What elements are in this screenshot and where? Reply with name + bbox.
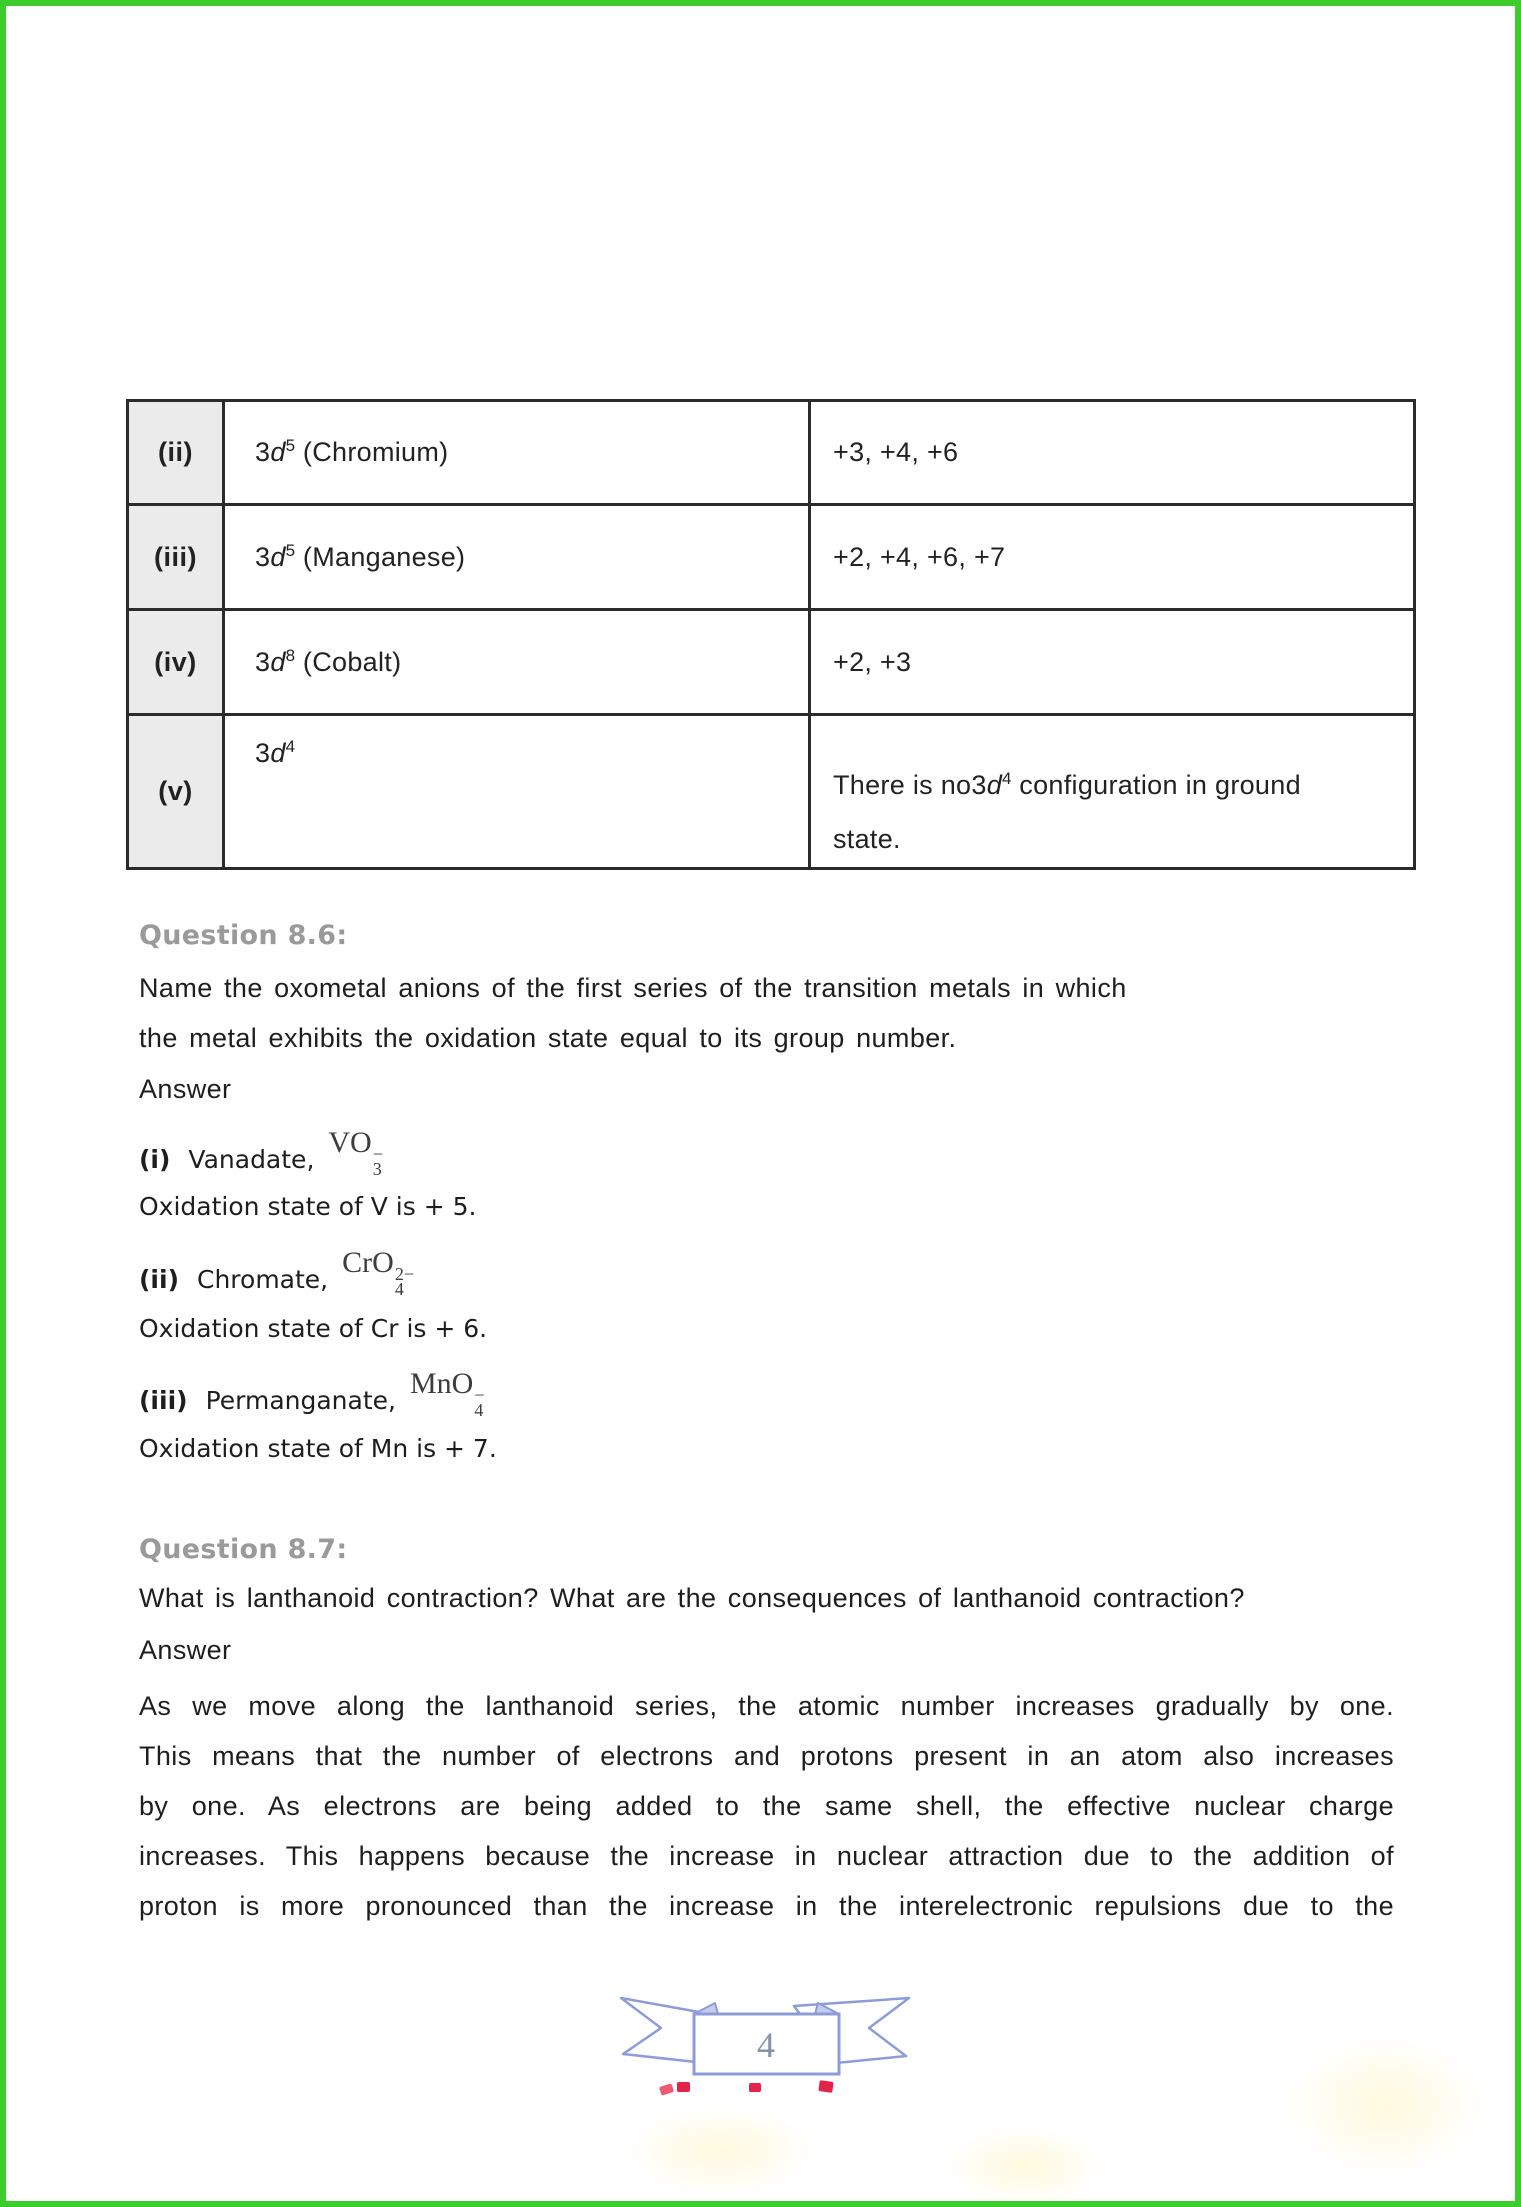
row-label-cell: (ii): [129, 402, 225, 506]
item-name: Permanganate,: [205, 1386, 396, 1415]
chem-formula-chromate: CrO 2− 4: [342, 1246, 414, 1299]
item-index: (i): [139, 1145, 171, 1174]
electron-config: $3d^4$: [255, 737, 296, 768]
paragraph-line: This means that the number of electrons and protons present in an atom also increases: [139, 1741, 1394, 1771]
electron-config-cell: [225, 611, 811, 716]
note-line: There is $no3d^4$ configuration in ground: [833, 769, 1301, 800]
answer-paragraph: [139, 1681, 1394, 1931]
oxidation-states-cell: +3, +4, +6: [811, 402, 1413, 506]
oxidation-state-line: Oxidation state of Mn is + 7.: [139, 1434, 497, 1463]
paragraph-line: increases. This happens because the increase in nuclear attraction due to the addition of: [139, 1841, 1394, 1871]
red-watermark-fragment: [659, 2083, 674, 2096]
oxidation-states-table: [126, 399, 1416, 870]
electron-config: $3d^8$ (Cobalt): [255, 645, 402, 677]
paper-smudge: [946, 2126, 1106, 2206]
red-watermark-fragment: [818, 2080, 833, 2093]
electron-config-cell: [225, 402, 811, 506]
red-watermark-fragment: [749, 2083, 761, 2092]
item-index: (ii): [139, 1265, 179, 1294]
paragraph-line: proton is more pronounced than the increase in the interelectronic repulsions due to the: [139, 1891, 1394, 1921]
paragraph-line: As we move along the lanthanoid series, the atomic number increases gradually by one.: [139, 1691, 1394, 1721]
oxidation-states-cell: +2, +4, +6, +7: [811, 506, 1413, 611]
oxidation-states-cell: +2, +3: [811, 611, 1413, 716]
paper-smudge: [1286, 2036, 1486, 2176]
note-line: state.: [833, 824, 901, 854]
answer-item-chromate: [139, 1246, 414, 1313]
chem-formula-vanadate: VO − 3: [328, 1126, 383, 1179]
item-name: Chromate,: [197, 1265, 329, 1294]
question-text-line: the metal exhibits the oxidation state equal to its group number.: [139, 1023, 957, 1053]
row-label-cell: (v): [129, 716, 225, 867]
ribbon-fold-icon: [694, 2003, 718, 2014]
answer-label: Answer: [139, 1074, 232, 1104]
oxidation-state-line: Oxidation state of V is + 5.: [139, 1192, 477, 1221]
item-name: Vanadate,: [188, 1145, 315, 1174]
page-number-banner-icon: [618, 1991, 914, 2079]
row-label-cell: (iv): [129, 611, 225, 716]
question-text-line: What is lanthanoid contraction? What are the consequences of lanthanoid contraction?: [139, 1583, 1245, 1613]
item-index: (iii): [139, 1386, 188, 1415]
paragraph-line: by one. As electrons are being added to the same shell, the effective nuclear charge: [139, 1791, 1394, 1821]
answer-label: Answer: [139, 1635, 232, 1665]
answer-item-permanganate: [139, 1367, 485, 1434]
paper-smudge: [626, 2106, 816, 2196]
question-heading: Question 8.7:: [139, 1534, 348, 1565]
question-heading: Question 8.6:: [139, 920, 348, 951]
oxidation-state-line: Oxidation state of Cr is + 6.: [139, 1314, 488, 1343]
electron-config: $3d^5$ (Chromium): [255, 436, 449, 467]
red-watermark-fragment: [677, 2082, 690, 2092]
row-label-cell: (iii): [129, 506, 225, 611]
electron-config-cell: [225, 506, 811, 611]
chem-formula-permanganate: MnO − 4: [409, 1367, 485, 1420]
question-text-line: Name the oxometal anions of the first series of the transition metals in which: [139, 973, 1127, 1003]
ground-state-note-cell: [811, 716, 1413, 867]
ribbon-left-wing-icon: [621, 1998, 699, 2062]
page-number: 4: [757, 2025, 775, 2065]
answer-item-vanadate: [139, 1126, 383, 1193]
electron-config-cell: [225, 716, 811, 867]
electron-config: $3d^5$ (Manganese): [255, 540, 466, 572]
